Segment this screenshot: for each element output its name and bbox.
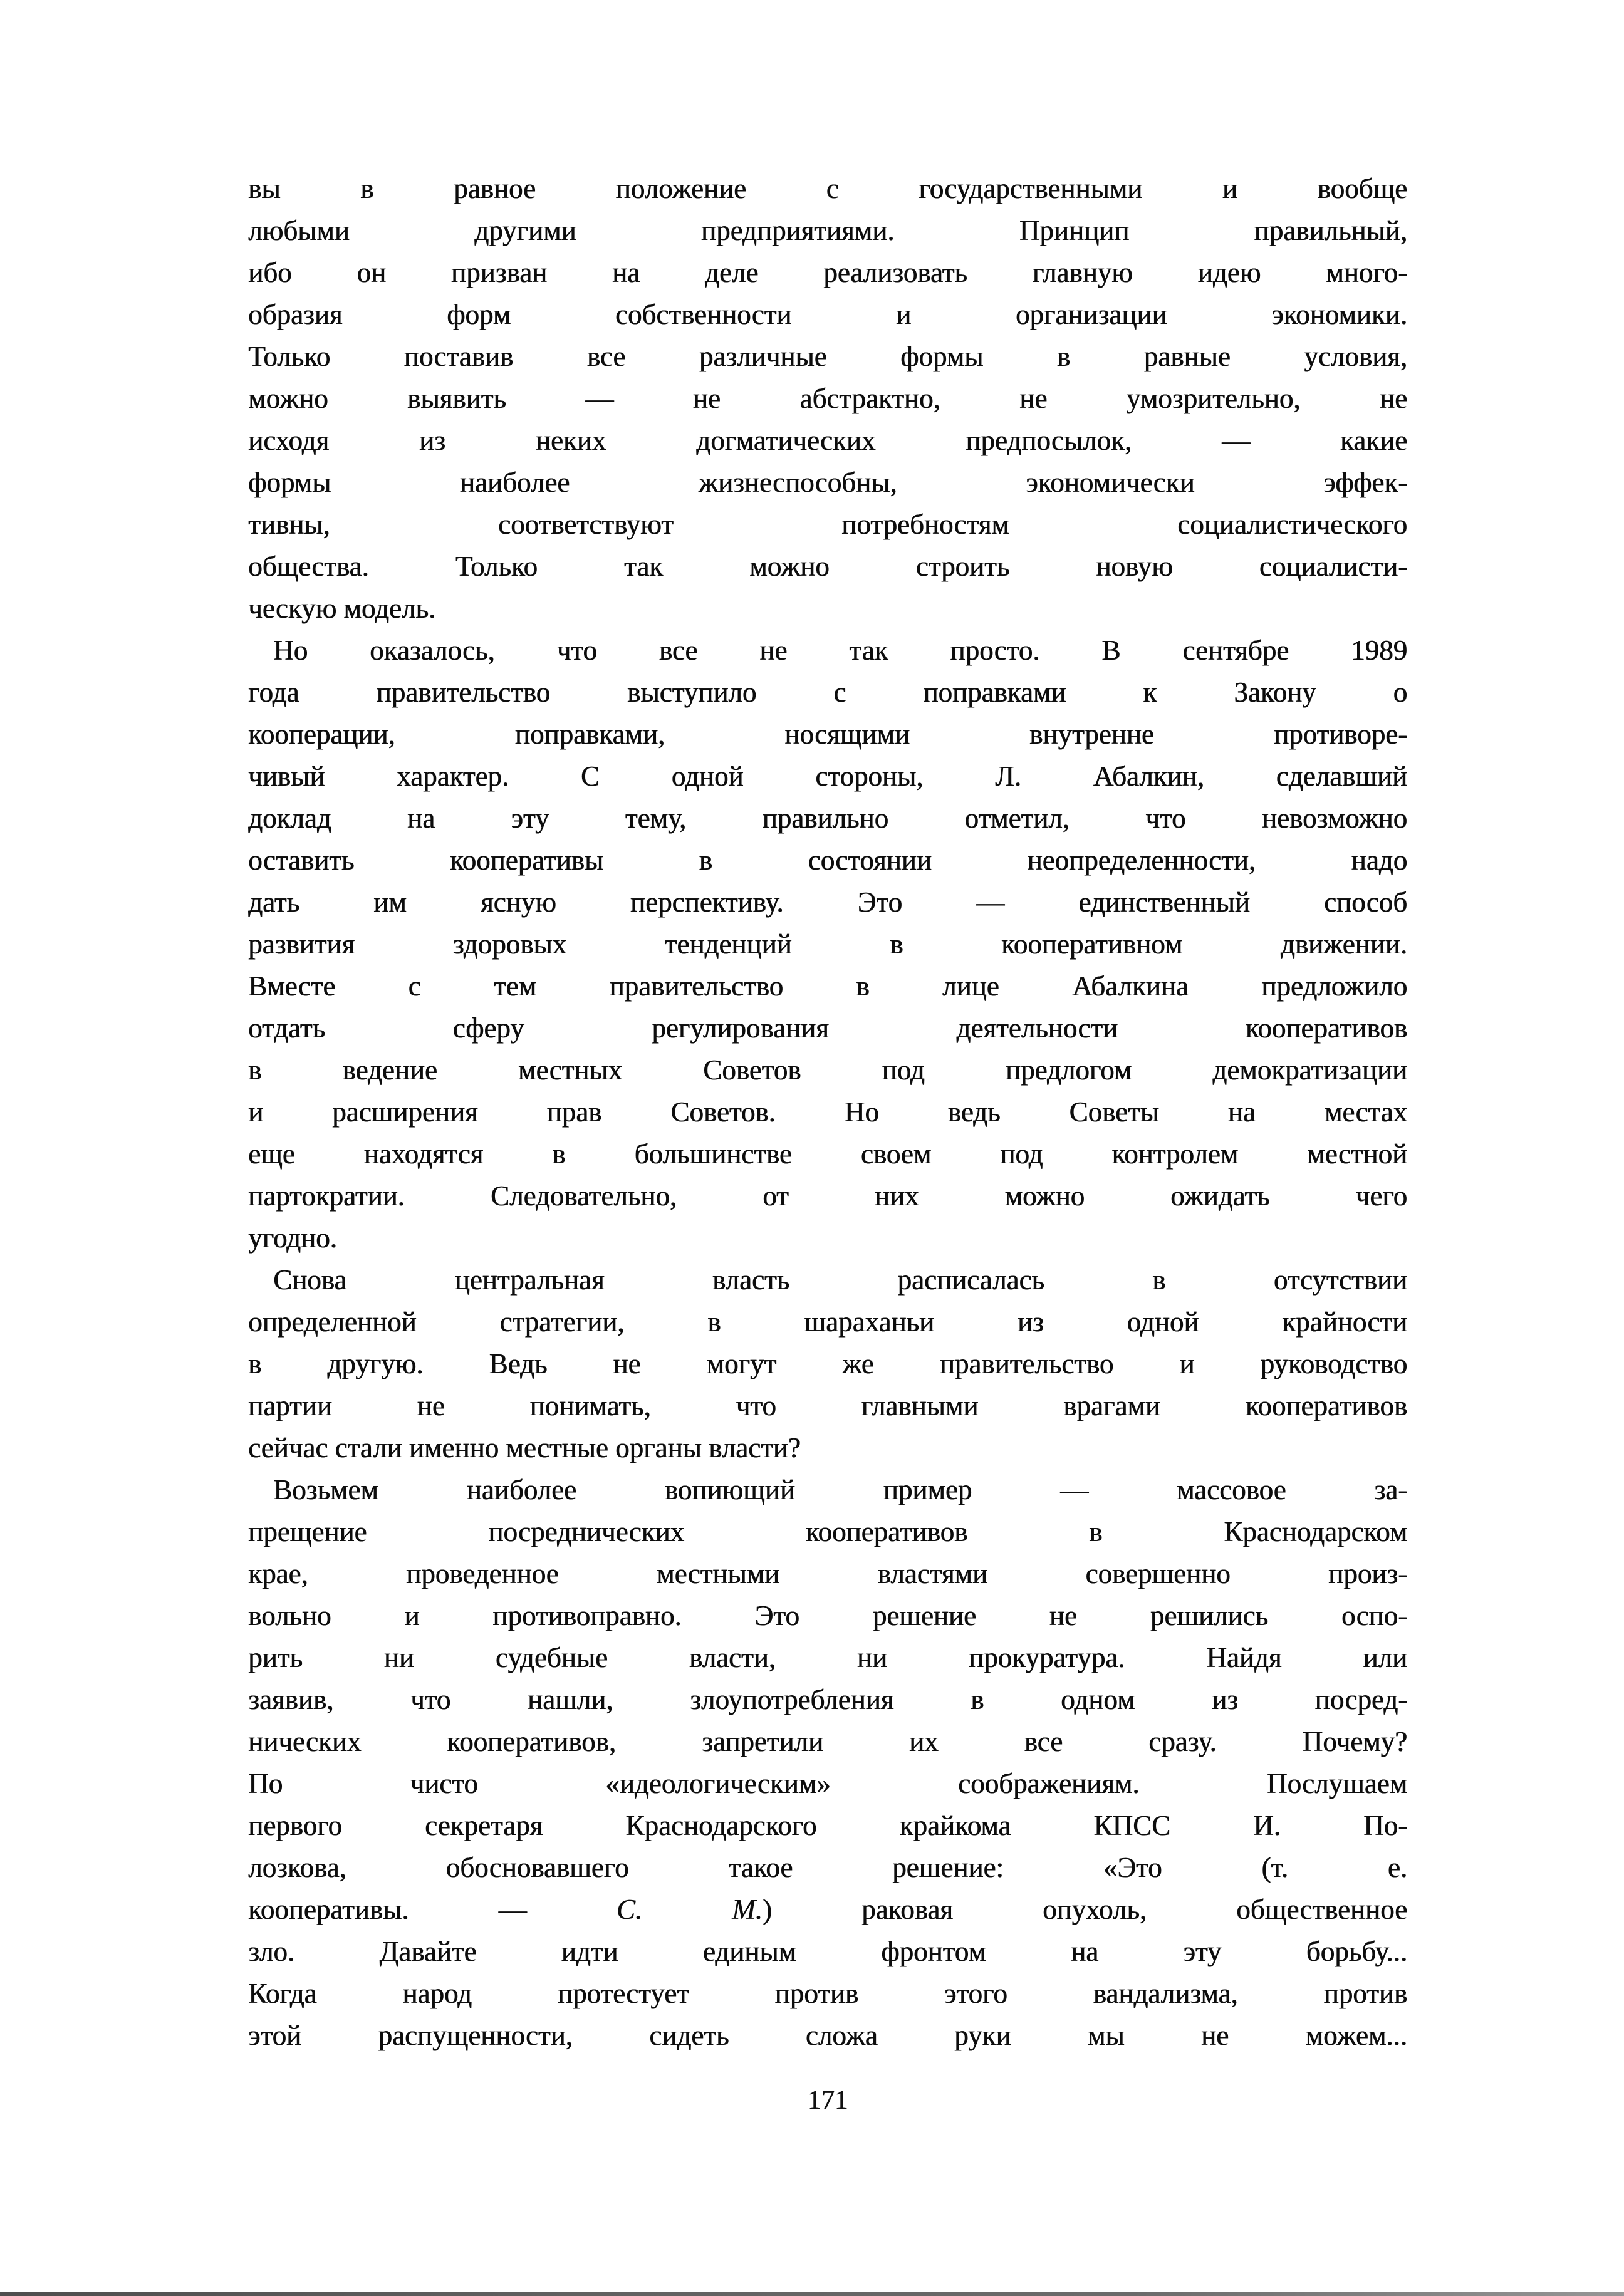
text-line: формы наиболее жизнеспособны, экономически эффек- bbox=[248, 467, 1407, 498]
text-line: Только поставив все различные формы в равные условия, bbox=[248, 341, 1407, 372]
text-segment: ) раковая опухоль, общественное bbox=[762, 1894, 1408, 1925]
text-line: прещение посреднических кооперативов в Краснодарском bbox=[248, 1516, 1407, 1547]
text-segment: кооперативы. — bbox=[248, 1894, 617, 1925]
text-line: любыми другими предприятиями. Принцип правильный, bbox=[248, 215, 1407, 246]
text-line: угодно. bbox=[248, 1222, 337, 1254]
text-line: исходя из неких догматических предпосылок, — какие bbox=[248, 425, 1407, 456]
text-line: Возьмем наиболее вопиющий пример — массовое за- bbox=[273, 1474, 1407, 1505]
text-line bbox=[248, 1889, 1407, 1931]
text-line: первого секретаря Краснодарского крайкома КПСС И. По- bbox=[248, 1810, 1407, 1841]
text-line: По чисто «идеологическим» соображениям. Послушаем bbox=[248, 1768, 1407, 1799]
text-line: лозкова, обосновавшего такое решение: «Это (т. е. bbox=[248, 1852, 1407, 1883]
text-line: можно выявить — не абстрактно, не умозрительно, не bbox=[248, 383, 1407, 414]
text-line: ческую модель. bbox=[248, 593, 436, 624]
page-number: 171 bbox=[807, 2086, 848, 2115]
text-line: крае, проведенное местными властями совершенно произ- bbox=[248, 1558, 1407, 1589]
text-line: отдать сферу регулирования деятельности кооперативов bbox=[248, 1012, 1407, 1044]
text-line: партии не понимать, что главными врагами кооперативов bbox=[248, 1390, 1407, 1421]
text-line: развития здоровых тенденций в кооперативном движении. bbox=[248, 928, 1407, 960]
text-line: партократии. Следовательно, от них можно ожидать чего bbox=[248, 1180, 1407, 1212]
text-line: кооперации, поправками, носящими внутренне противоре- bbox=[248, 719, 1407, 750]
text-line: года правительство выступило с поправками к Закону о bbox=[248, 677, 1407, 708]
text-line: Снова центральная власть расписалась в отсутствии bbox=[273, 1264, 1407, 1296]
text-line: и расширения прав Советов. Но ведь Советы на местах bbox=[248, 1096, 1407, 1128]
text-line: вы в равное положение с государственными и вообще bbox=[248, 173, 1407, 204]
text-line: еще находятся в большинстве своем под контролем местной bbox=[248, 1138, 1407, 1170]
text-line: общества. Только так можно строить новую социалисти- bbox=[248, 551, 1407, 582]
text-line: сейчас стали именно местные органы власти? bbox=[248, 1432, 801, 1463]
text-line: Когда народ протестует против этого вандализма, против bbox=[248, 1978, 1407, 2009]
text-line: определенной стратегии, в шараханьи из одной крайности bbox=[248, 1306, 1407, 1338]
scan-edge-artifact bbox=[0, 2292, 1624, 2296]
text-line: заявив, что нашли, злоупотребления в одном из посред- bbox=[248, 1684, 1407, 1715]
text-line: оставить кооперативы в состоянии неопределенности, надо bbox=[248, 844, 1407, 876]
text-line: зло. Давайте идти единым фронтом на эту борьбу... bbox=[248, 1936, 1407, 1967]
text-line: доклад на эту тему, правильно отметил, что невозможно bbox=[248, 803, 1407, 834]
text-line: в другую. Ведь не могут же правительство и руководство bbox=[248, 1348, 1407, 1379]
text-line: в ведение местных Советов под предлогом демократизации bbox=[248, 1054, 1407, 1086]
text-line: этой распущенности, сидеть сложа руки мы не можем... bbox=[248, 2020, 1407, 2051]
text-line: дать им ясную перспективу. Это — единственный способ bbox=[248, 886, 1407, 918]
text-line: вольно и противоправно. Это решение не решились оспо- bbox=[248, 1600, 1407, 1631]
text-line: образия форм собственности и организации экономики. bbox=[248, 299, 1407, 330]
text-line: чивый характер. С одной стороны, Л. Абалкин, сделавший bbox=[248, 761, 1407, 792]
author-initials-italic: С. М. bbox=[616, 1894, 763, 1925]
page-text bbox=[248, 168, 1407, 2057]
text-line: Вместе с тем правительство в лице Абалкина предложило bbox=[248, 970, 1407, 1002]
text-line: рить ни судебные власти, ни прокуратура. Найдя или bbox=[248, 1642, 1407, 1673]
text-line: тивны, соответствуют потребностям социалистического bbox=[248, 509, 1407, 540]
text-line: ибо он призван на деле реализовать главную идею много- bbox=[248, 257, 1407, 288]
text-line: нических кооперативов, запретили их все сразу. Почему? bbox=[248, 1726, 1407, 1757]
text-line: Но оказалось, что все не так просто. В сентябре 1989 bbox=[273, 635, 1407, 666]
